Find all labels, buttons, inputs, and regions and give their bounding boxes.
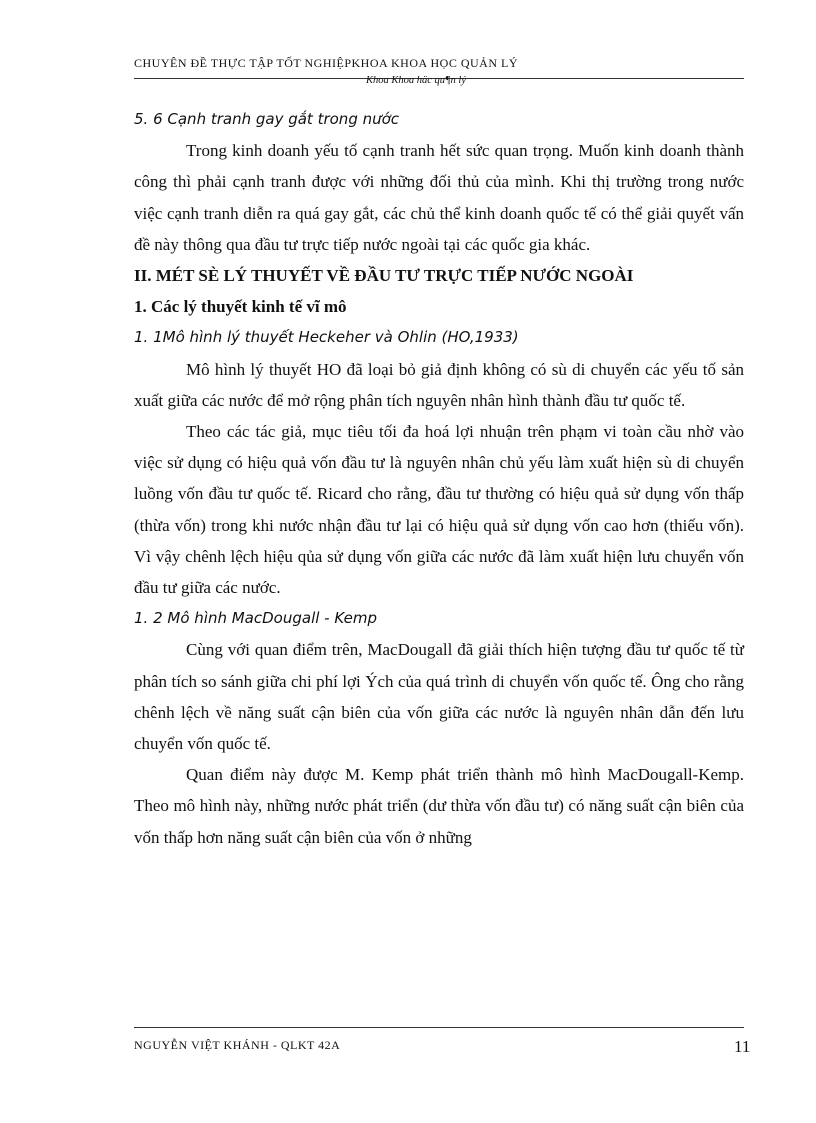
section-heading-II: II. MÉT SÈ LÝ THUYẾT VỀ ĐẦU TƯ TRỰC TIẾP NƯỚC NGOÀI: [134, 266, 634, 286]
footer-divider: [134, 1027, 744, 1028]
page-content: [134, 104, 744, 853]
paragraph: Quan điểm này được M. Kemp phát triển thành mô hình MacDougall-Kemp. Theo mô hình này, những nước phát triển (dư thừa vốn đầu tư) có năng suất cận biên của vốn thấp hơn năng suất cận biên của vốn ở những: [134, 765, 744, 847]
footer-author: NGUYỄN VIỆT KHÁNH - QLKT 42A: [134, 1038, 341, 1052]
paragraph: Theo các tác giả, mục tiêu tối đa hoá lợi nhuận trên phạm vi toàn cầu nhờ vào việc sử dụng có hiệu quả vốn đầu tư là nguyên nhân chủ yếu làm xuất hiện sù di chuyển luồng vốn đầu tư quốc tế. Ricard cho rằng, đầu tư thường có hiệu quả sử dụng vốn thấp (thừa vốn) trong khi nước nhận đầu tư lại có hiệu quả sử dụng vốn cao hơn (thiếu vốn). Vì vậy chênh lệch hiệu qủa sử dụng vốn giữa các nước đã làm xuất hiện lưu chuyển vốn đầu tư giữa các nước.: [134, 422, 744, 598]
paragraph: Mô hình lý thuyết HO đã loại bỏ giả định không có sù di chuyển các yếu tố sản xuất giữa các nước để mở rộng phân tích nguyên nhân hình thành đầu tư quốc tế.: [134, 359, 744, 410]
paragraph: Cùng với quan điểm trên, MacDougall đã giải thích hiện tượng đầu tư quốc tế từ phân tích so sánh giữa chi phí lợi Ých của quá trình di chuyển vốn quốc tế. Ông cho rằng chênh lệch về năng suất cận biên của vốn giữa các nước là nguyên nhân dẫn đến lưu chuyển vốn quốc tế.: [134, 640, 744, 754]
running-header: CHUYÊN ĐỀ THỰC TẬP TỐT NGHIỆPKHOA KHOA HỌC QUẢN LÝ: [134, 56, 518, 70]
section-heading-1-1: 1. 1Mô hình lý thuyết Heckeher và Ohlin (HO,1933): [134, 328, 519, 347]
paragraph: Trong kinh doanh yếu tố cạnh tranh hết sức quan trọng. Muốn kinh doanh thành công thì phải cạnh tranh được với những đối thủ của mình. Khi thị trường trong nước việc cạnh tranh diễn ra quá gay gắt, các chủ thể kinh doanh quốc tế có thể giải quyết vấn đề này thông qua đầu tư trực tiếp nước ngoài tại các quốc gia khác.: [134, 141, 744, 254]
section-heading-1: 1. Các lý thuyết kinh tế vĩ mô: [134, 297, 347, 317]
section-heading-5-6: 5. 6 Cạnh tranh gay gắt trong nước: [134, 110, 400, 128]
page-number: 11: [734, 1037, 751, 1056]
running-header-subtitle: Khoa Khoa häc qu¶n lý: [366, 75, 466, 86]
section-heading-1-2: 1. 2 Mô hình MacDougall - Kemp: [134, 609, 378, 628]
